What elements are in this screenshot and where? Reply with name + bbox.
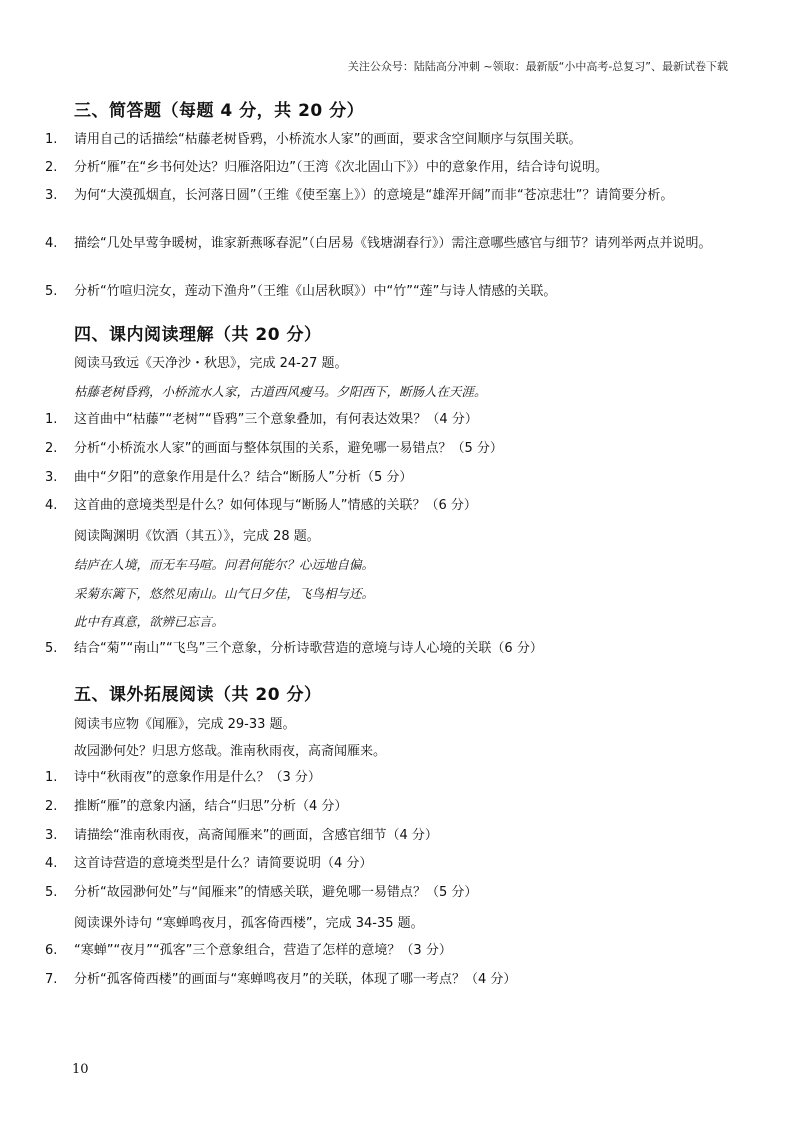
question-number: 1. <box>45 412 58 427</box>
reading-intro: 阅读陶渊明《饮酒（其五）》，完成 28 题。 <box>74 529 320 544</box>
question-text: 分析“雁”在“乡书何处达？归雁洛阳边”（王湾《次北固山下》）中的意象作用，结合诗句说明。 <box>74 160 608 175</box>
reading-intro: 阅读韦应物《闻雁》，完成 29-33 题。 <box>74 717 296 732</box>
page-header: 关注公众号：陆陆高分冲刺 ~领取：最新版“小中高考-总复习”、最新试卷下载 <box>347 60 728 73</box>
question-number: 5. <box>45 885 58 900</box>
question-number: 1. <box>45 770 58 785</box>
poem-line: 此中有真意，欲辨已忘言。 <box>74 614 225 629</box>
question-number: 5. <box>45 641 58 656</box>
section-title-short-answer: 三、简答题（每题 4 分，共 20 分） <box>74 101 365 121</box>
question-text: 为何“大漠孤烟直，长河落日圆”（王维《使至塞上》）的意境是“雄浑开阔”而非“苍凉悲壮”？请简要分析。 <box>74 188 674 203</box>
reading-intro: 阅读课外诗句 “寒蝉鸣夜月，孤客倚西楼”，完成 34-35 题。 <box>74 916 424 931</box>
question-text: 曲中“夕阳”的意象作用是什么？结合“断肠人”分析（5 分） <box>74 470 413 485</box>
poem-line: 枯藤老树昏鸦，小桥流水人家，古道西风瘦马。夕阳西下，断肠人在天涯。 <box>74 384 487 399</box>
question-text: 这首诗营造的意境类型是什么？请简要说明（4 分） <box>74 856 373 871</box>
question-number: 4. <box>45 498 58 513</box>
section-title-extended-reading: 五、课外拓展阅读（共 20 分） <box>74 685 322 705</box>
question-number: 4. <box>45 856 58 871</box>
question-number: 2. <box>45 799 58 814</box>
poem-line: 采菊东篱下，悠然见南山。山气日夕佳，飞鸟相与还。 <box>74 586 375 601</box>
question-text: 这首曲的意境类型是什么？如何体现与“断肠人”情感的关联？（6 分） <box>74 498 477 513</box>
reading-intro: 阅读马致远《天净沙・秋思》，完成 24-27 题。 <box>74 356 348 371</box>
question-number: 3. <box>45 470 58 485</box>
question-number: 6. <box>45 943 58 958</box>
question-text: 结合“菊”“南山”“飞鸟”三个意象，分析诗歌营造的意境与诗人心境的关联（6 分） <box>74 641 543 656</box>
question-text: 描绘“几处早莺争暖树，谁家新燕啄春泥”（白居易《钱塘湖春行》）需注意哪些感官与细节？请列举两点并说明。 <box>74 236 712 251</box>
question-number: 3. <box>45 188 58 203</box>
question-number: 2. <box>45 441 58 456</box>
question-text: 分析“孤客倚西楼”的画面与“寒蝉鸣夜月”的关联，体现了哪一考点？（4 分） <box>74 972 517 987</box>
page-number: 10 <box>72 1062 89 1077</box>
question-text: 分析“小桥流水人家”的画面与整体氛围的关系，避免哪一易错点？（5 分） <box>74 441 503 456</box>
question-text: 请描绘“淮南秋雨夜，高斋闻雁来”的画面，含感官细节（4 分） <box>74 828 438 843</box>
question-text: 这首曲中“枯藤”“老树”“昏鸦”三个意象叠加，有何表达效果？（4 分） <box>74 412 478 427</box>
question-text: 分析“故园渺何处”与“闻雁来”的情感关联，避免哪一易错点？（5 分） <box>74 885 478 900</box>
question-text: 请用自己的话描绘“枯藤老树昏鸦，小桥流水人家”的画面，要求含空间顺序与氛围关联。 <box>74 132 582 147</box>
question-text: 诗中“秋雨夜”的意象作用是什么？（3 分） <box>74 770 321 785</box>
question-number: 3. <box>45 828 58 843</box>
question-number: 7. <box>45 972 58 987</box>
question-number: 2. <box>45 160 58 175</box>
question-text: “寒蝉”“夜月”“孤客”三个意象组合，营造了怎样的意境？（3 分） <box>74 943 452 958</box>
question-number: 1. <box>45 132 58 147</box>
section-title-in-class-reading: 四、课内阅读理解（共 20 分） <box>74 325 322 345</box>
question-text: 分析“竹喧归浣女，莲动下渔舟”（王维《山居秋暝》）中“竹”“莲”与诗人情感的关联。 <box>74 284 557 299</box>
question-number: 4. <box>45 236 58 251</box>
poem-line: 结庐在人境，而无车马喧。问君何能尔？心远地自偏。 <box>74 557 375 572</box>
poem-line: 故园渺何处？归思方悠哉。淮南秋雨夜，高斋闻雁来。 <box>74 744 387 759</box>
question-number: 5. <box>45 284 58 299</box>
question-text: 推断“雁”的意象内涵，结合“归思”分析（4 分） <box>74 799 348 814</box>
